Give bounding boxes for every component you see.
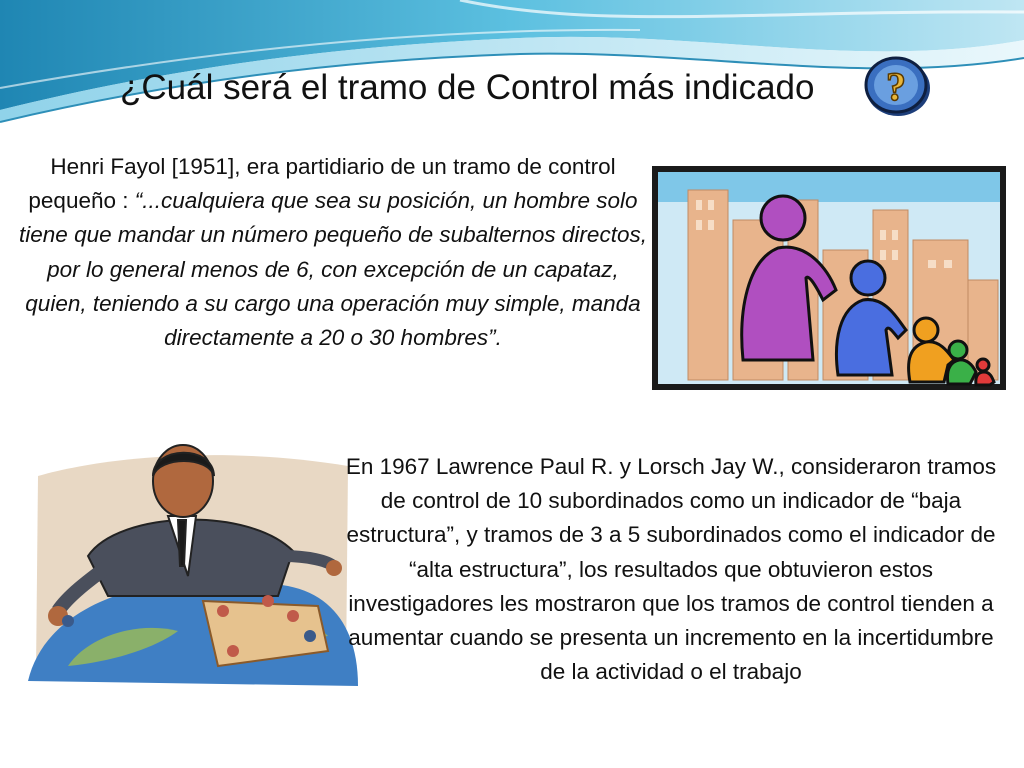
- fayol-lead-text: Henri Fayol [1951], era partidiario de un tramo de control pequeño :: [28, 154, 616, 214]
- manager-globe-clipart: [28, 436, 358, 686]
- svg-text:?: ?: [886, 64, 906, 109]
- fayol-quote-text: “...cualquiera que sea su posición, un hombre solo tiene que mandar un número pequeño de subalternos directos, por lo general menos de 6, con excepción de un capataz, quien, teniendo a su cargo una operación muy simple, manda directamente a 20 o 30 hombres”.: [19, 188, 647, 351]
- family-silhouettes-clipart: [648, 160, 1010, 396]
- question-mark-icon: [860, 52, 932, 118]
- fayol-paragraph: [16, 150, 650, 355]
- lawrence-lorsch-paragraph: En 1967 Lawrence Paul R. y Lorsch Jay W., consideraron tramos de control de 10 subordinados como un indicador de “baja estructura”, y tramos de 3 a 5 subordinados como el indicador de “alta estructura”, los resultados que obtuvieron estos investigadores les mostraron que los tramos de control tienden a aumentar cuando se presenta un incremento en la incertidumbre de la actividad o el trabajo: [345, 454, 997, 685]
- slide-title: ¿Cuál será el tramo de Control más indicado: [120, 68, 815, 107]
